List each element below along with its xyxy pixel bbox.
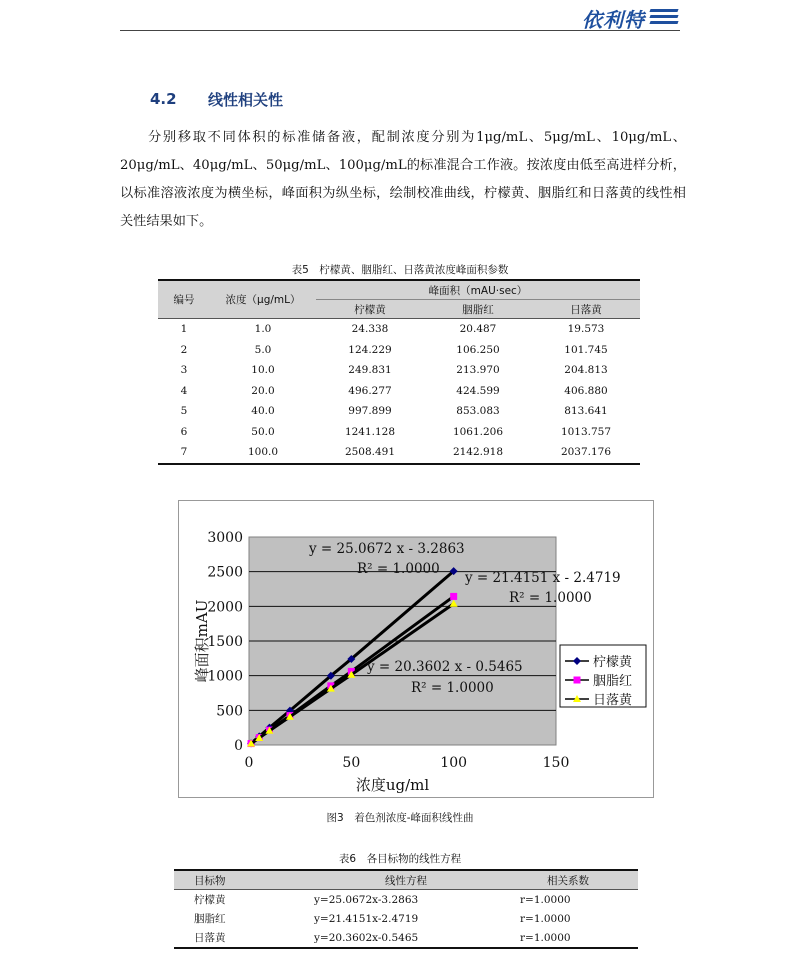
- table-row: [158, 340, 640, 361]
- table-cell: 40.0: [251, 405, 275, 418]
- table-cell: 1013.757: [560, 425, 612, 438]
- table-cell: 6: [180, 425, 188, 438]
- table6-caption: 表6 各目标物的线性方程: [338, 853, 462, 865]
- chart-svg: [179, 501, 653, 797]
- table-cell: 7: [158, 442, 210, 464]
- table5-header-conc: 浓度（μg/mL）: [210, 280, 316, 319]
- y-axis-label: 峰面积mAU: [193, 599, 211, 683]
- x-tick-label: 150: [542, 755, 570, 771]
- y-tick-label: 2500: [207, 564, 243, 581]
- paragraph-text: 分别移取不同体积的标准储备液，配制浓度分别为1μg/mL、5μg/mL、10μg/mL、20μg/mL、40μg/mL、50μg/mL、100μg/mL的标准混合工作液。按浓度由低至高进样分析，以标准溶液浓度为横坐标，峰面积为纵坐标，绘制校准曲线，柠檬黄、胭脂红和日落黄的线性相关性结果如下。: [120, 130, 686, 229]
- table-cell: 1.0: [254, 323, 272, 336]
- y-tick-label: 500: [216, 703, 243, 720]
- table-row: [174, 909, 638, 928]
- body-paragraph: [120, 124, 686, 236]
- table-row: [174, 928, 638, 948]
- table-row: [158, 360, 640, 381]
- table-cell: 213.970: [456, 364, 500, 377]
- table5-header-area: 峰面积（mAU·sec）: [316, 280, 640, 300]
- table5-caption: 表5 柠檬黄、胭脂红、日落黄浓度峰面积参数: [291, 264, 509, 276]
- table-row: [158, 319, 640, 340]
- table-cell: 424.599: [456, 384, 500, 397]
- company-logo: 依利特: [582, 8, 645, 32]
- table6-header: 线性方程: [314, 870, 498, 890]
- equation-label: y = 25.0672 x - 3.2863: [309, 541, 465, 557]
- y-tick-label: 1500: [207, 634, 243, 650]
- table-cell: r=1.0000: [520, 912, 571, 925]
- x-tick-label: 50: [342, 755, 361, 771]
- table-cell: 胭脂红: [194, 913, 226, 925]
- table-cell: 101.745: [564, 343, 608, 356]
- table-cell: y=25.0672x-3.2863: [314, 893, 419, 906]
- table6-header: 目标物: [174, 870, 314, 890]
- table-cell: 2037.176: [532, 442, 640, 464]
- table-cell: 3: [180, 364, 188, 377]
- legend-marker: [574, 677, 581, 684]
- legend-label: 柠檬黄: [593, 655, 633, 670]
- header-rule: [120, 30, 680, 31]
- equation-label: y = 21.4151 x - 2.4719: [465, 570, 621, 586]
- table5-subheader: 柠檬黄: [316, 300, 424, 319]
- y-tick-label: 3000: [207, 530, 243, 546]
- table5-subheader: 胭脂红: [424, 300, 532, 319]
- r-squared-label: R² = 1.0000: [411, 680, 494, 696]
- table-cell: 997.899: [348, 405, 392, 418]
- table-cell: 柠檬黄: [194, 894, 226, 906]
- table-cell: 2: [180, 343, 188, 356]
- table-cell: 4: [180, 384, 188, 397]
- table5: [158, 279, 640, 465]
- table6-header: 相关系数: [498, 870, 638, 890]
- table-row: [158, 401, 640, 422]
- table-cell: 19.573: [567, 323, 605, 336]
- table-cell: 5.0: [254, 343, 272, 356]
- table-cell: 50.0: [251, 425, 275, 438]
- table-cell: 406.880: [564, 384, 608, 397]
- table-cell: 249.831: [348, 364, 392, 377]
- table-cell: y=21.4151x-2.4719: [314, 912, 419, 925]
- table-cell: 1061.206: [452, 425, 504, 438]
- legend-label: 胭脂红: [593, 674, 633, 689]
- table-row: [174, 890, 638, 910]
- calibration-chart: [178, 500, 654, 798]
- table-cell: 100.0: [210, 442, 316, 464]
- table-cell: 24.338: [351, 323, 389, 336]
- table-cell: 2508.491: [316, 442, 424, 464]
- table-row: [158, 442, 640, 464]
- table-cell: 496.277: [348, 384, 392, 397]
- table-cell: 1241.128: [344, 425, 396, 438]
- logo-stripes: [650, 9, 678, 27]
- table-cell: 日落黄: [174, 928, 314, 948]
- table-cell: y=20.3602x-0.5465: [314, 928, 498, 948]
- figure-caption: 图3 着色剂浓度-峰面积线性曲: [326, 812, 474, 824]
- table-row: [158, 381, 640, 402]
- x-axis-label: 浓度ug/ml: [355, 776, 430, 794]
- table5-subheader: 日落黄: [532, 300, 640, 319]
- table-cell: 1: [180, 323, 188, 336]
- table-cell: 124.229: [348, 343, 392, 356]
- x-tick-label: 100: [440, 755, 468, 771]
- table-cell: 106.250: [456, 343, 500, 356]
- table-row: [158, 422, 640, 443]
- y-tick-label: 1000: [207, 668, 243, 685]
- data-point: [450, 593, 457, 600]
- table-cell: 10.0: [251, 364, 275, 377]
- r-squared-label: R² = 1.0000: [509, 590, 592, 606]
- table-cell: 204.813: [564, 364, 608, 377]
- y-tick-label: 2000: [207, 599, 243, 616]
- table-cell: r=1.0000: [498, 928, 638, 948]
- equation-label: y = 20.3602 x - 0.5465: [367, 659, 523, 675]
- table5-header-id: 编号: [158, 280, 210, 319]
- table-cell: 853.083: [456, 405, 500, 418]
- table-cell: 20.487: [459, 323, 497, 336]
- table-cell: 5: [180, 405, 188, 418]
- table-cell: 2142.918: [424, 442, 532, 464]
- table-cell: 813.641: [564, 405, 608, 418]
- legend-label: 日落黄: [593, 693, 633, 708]
- r-squared-label: R² = 1.0000: [357, 561, 440, 577]
- table-cell: r=1.0000: [520, 893, 571, 906]
- section-title: 线性相关性: [208, 91, 284, 109]
- x-tick-label: 0: [244, 755, 254, 771]
- table-cell: 20.0: [251, 384, 275, 397]
- y-tick-label: 0: [234, 738, 243, 754]
- section-number: 4.2: [150, 90, 177, 108]
- table6: [174, 869, 638, 949]
